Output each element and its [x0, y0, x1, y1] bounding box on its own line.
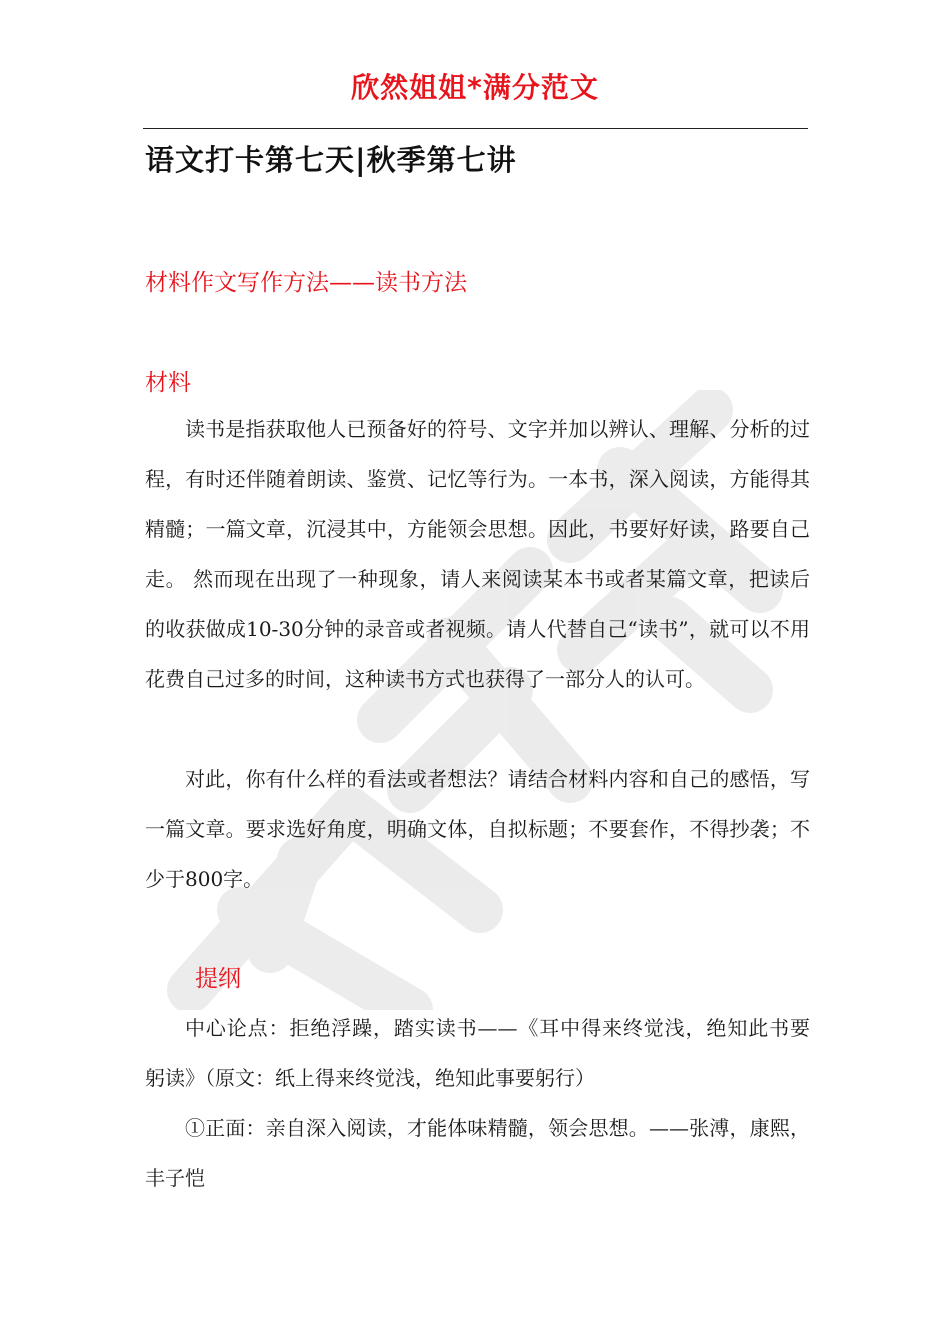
material-heading: 材料: [145, 370, 191, 396]
section-title: 材料作文写作方法——读书方法: [145, 270, 467, 296]
outline-heading: 提纲: [195, 966, 241, 992]
thesis-paragraph: 中心论点：拒绝浮躁，踏实读书——《耳中得来终觉浅，绝知此书要 躬读》（原文：纸上得来终觉浅，绝知此事要躬行）: [145, 1016, 810, 1090]
header-divider: [143, 128, 808, 129]
page-title: 语文打卡第七天|秋季第七讲: [145, 143, 517, 177]
brand-header: 欣然姐姐*满分范文: [351, 71, 599, 104]
material-paragraph: 读书是指获取他人已预备好的符号、文字并加以辨认、理解、分析的过程，有时还伴随着朗读、鉴赏、记忆等行为。一本书，深入阅读，方能得其精髓；一篇文章，沉浸其中，方能领会思想。因此，书要好好读，路要自己走。 然而现在出现了一种现象，请人来阅读某本书或者某篇文章，把读后的收获做成10-30分钟的录音或者视频。请人代替自己“读书”，就可以不用花费自己过多的时间，这种读书方式也获得了一部分人的认可。: [145, 417, 810, 691]
prompt-paragraph: 对此，你有什么样的看法或者想法？请结合材料内容和自己的感悟，写一篇文章。要求选好角度，明确文体，自拟标题；不要套作，不得抄袭；不少于800字。: [145, 767, 810, 891]
argument-paragraph: ①正面：亲自深入阅读，才能体味精髓，领会思想。——张溥，康熙，丰子恺: [145, 1116, 810, 1190]
